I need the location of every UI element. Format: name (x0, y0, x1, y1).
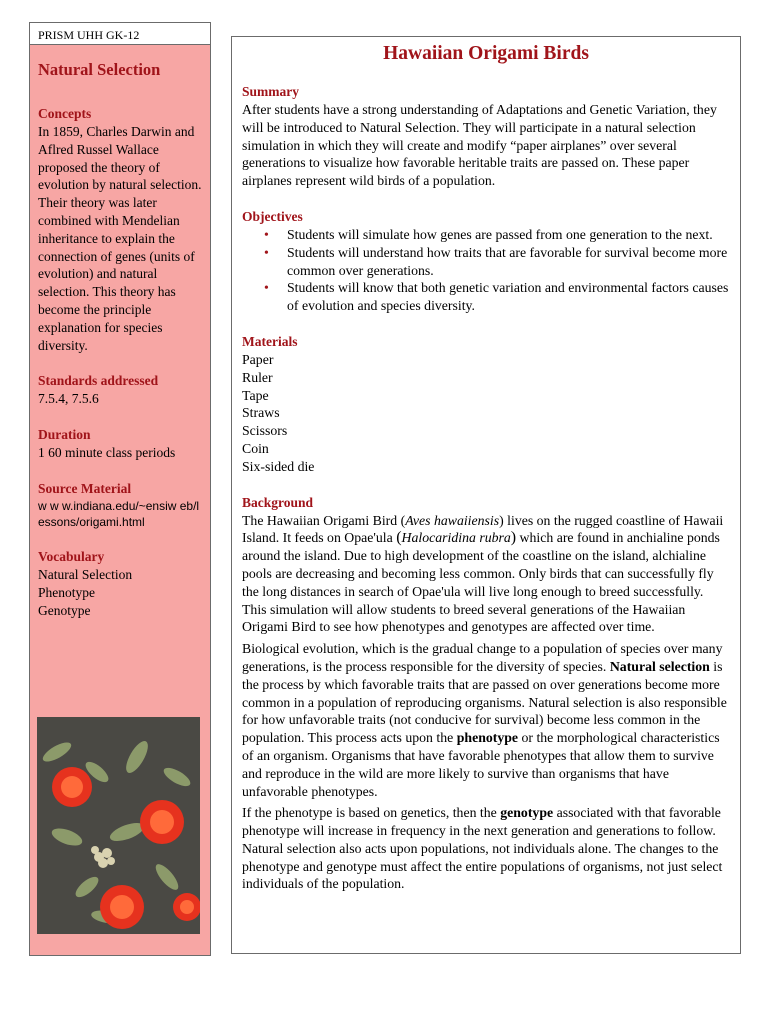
objectives-list (242, 226, 730, 315)
standards-block (38, 372, 202, 408)
duration-block (38, 426, 202, 462)
background-paragraph-1: The Hawaiian Origami Bird (Aves hawaiiensis) lives on the rugged coastline of Hawaii Island. It feeds on Opae'ula (Halocaridina rubra) which are found in anchialine ponds around the island. Due to high development of the coastline on the island, alchialine pools are decreasing and becoming less common. Only birds that can successfully fly the long distances in search of Opae'ula will live long enough to breed successfully. This simulation will allow students to breed several generations of the Hawaiian Origami Bird to see how phenotypes and genotypes are affected over time. (242, 512, 724, 635)
material-item: Tape (242, 387, 269, 403)
vocab-item: Genotype (38, 602, 91, 618)
material-item: Six-sided die (242, 458, 315, 474)
ohia-flower-photo (37, 717, 200, 934)
material-item: Paper (242, 351, 274, 367)
bullet-icon: • (264, 226, 269, 242)
source-heading: Source Material (38, 480, 132, 496)
header-label: PRISM UHH GK-12 (30, 23, 210, 45)
source-block (38, 480, 202, 530)
summary-text: After students have a strong understanding of Adaptations and Genetic Variation, they will be introduced to Natural Selection. They will participate in a natural selection simulation in which they will create and modify “paper airplanes” over several generations to visualize how favorable heritable traits are passed on. These paper airplanes represent wild birds of a population. (242, 102, 717, 189)
concepts-block (38, 105, 202, 354)
main-content (231, 36, 741, 954)
vocab-heading: Vocabulary (38, 548, 105, 564)
flower-illustration (37, 717, 200, 934)
bullet-icon: • (264, 244, 269, 260)
concepts-text: In 1859, Charles Darwin and Aflred Russel Wallace proposed the theory of evolution by natural selection. Their theory was later combined with Mendelian inheritance to explain the connection of genes (units of evolution) and natural selection. This theory has become the principle explanation for species diversity. (38, 124, 202, 353)
background-paragraph-2: Biological evolution, which is the gradual change to a population of species over many generations, is the process responsible for the diversity of species. Natural selection is the process by which favorable traits that are passed on over generations become more common in a population of reproducing organisms. Natural selection is also responsible for how unfavorable traits (not conducive for survival) become less common in the population. This process acts upon the phenotype or the morphological characteristics of an organism. Organisms that have favorable phenotypes that allow them to survive and reproduce in the wild are more likely to survive than organisms that have unfavorable phenotypes. (242, 641, 727, 799)
material-item: Ruler (242, 369, 273, 385)
standards-text: 7.5.4, 7.5.6 (38, 391, 99, 407)
sidebar-title: Natural Selection (38, 60, 161, 79)
background-heading: Background (242, 494, 314, 510)
vocab-item: Phenotype (38, 584, 95, 600)
objective-item: • Students will understand how traits that are favorable for survival become more common over generations. (264, 244, 728, 278)
material-item: Coin (242, 440, 269, 456)
objectives-heading: Objectives (242, 208, 303, 224)
material-item: Scissors (242, 423, 288, 439)
concepts-heading: Concepts (38, 106, 92, 121)
materials-heading: Materials (242, 333, 298, 349)
objective-item: • Students will simulate how genes are passed from one generation to the next. (264, 226, 713, 242)
duration-text: 1 60 minute class periods (38, 445, 176, 461)
objective-item: • Students will know that both genetic variation and environmental factors causes of evolution and species diversity. (264, 280, 729, 314)
page-title: Hawaiian Origami Birds (383, 43, 589, 64)
background-paragraph-3: If the phenotype is based on genetics, then the genotype associated with that favorable phenotype will increase in frequency in the next generation and generations to follow. Natural selection also acts upon populations, not individuals alone. The changes to the phenotype and genotype must affect the entire populations of organisms, not just select individuals of the population. (242, 805, 723, 892)
duration-heading: Duration (38, 427, 91, 443)
bullet-icon: • (264, 280, 269, 296)
vocab-block (38, 548, 202, 619)
summary-heading: Summary (242, 84, 299, 99)
material-item: Straws (242, 405, 280, 421)
standards-heading: Standards addressed (38, 373, 159, 389)
source-link[interactable]: w w w.indiana.edu/~ensiw eb/lessons/origami.html (38, 498, 200, 529)
vocab-item: Natural Selection (38, 566, 133, 582)
